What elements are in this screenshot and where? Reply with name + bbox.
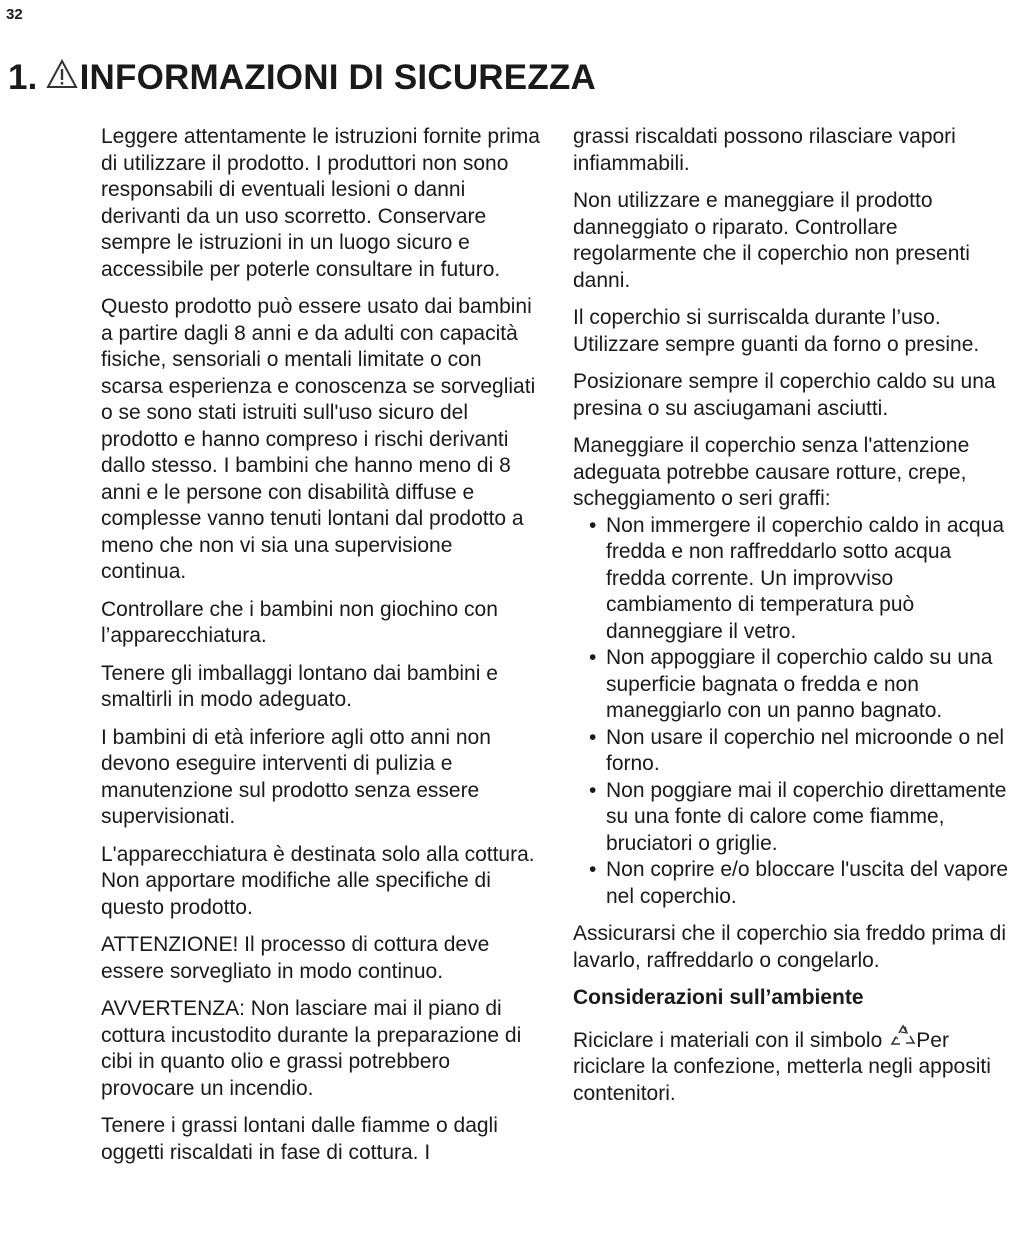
paragraph: Tenere i grassi lontani dalle fiamme o dagli oggetti riscaldati in fase di cottura. I [101, 1114, 498, 1164]
section-number: 1. [8, 58, 38, 97]
left-column [101, 124, 541, 1177]
paragraph: grassi riscaldati possono rilasciare vapori infiammabili. [573, 125, 956, 175]
paragraph: Maneggiare il coperchio senza l'attenzione adeguata potrebbe causare rotture, crepe, scheggiamento o seri graffi: [573, 434, 970, 510]
paragraph: Tenere gli imballaggi lontano dai bambini e smaltirli in modo adeguato. [101, 661, 498, 711]
recycle-paragraph [573, 1023, 1009, 1108]
paragraph: Questo prodotto può essere usato dai bambini a partire dagli 8 anni e da adulti con capacità fisiche, sensoriali o mentali limitate o con scarsa esperienza e conoscenza se sorvegliati o se sono stati istruiti sull'uso sicuro del prodotto e hanno compreso i rischi derivanti dallo stesso. I bambini che hanno meno di 8 anni e le persone con disabilità diffuse e complesse vanno tenuti lontani dal prodotto a meno che non vi sia una supervisione continua. [101, 295, 536, 583]
paragraph: Controllare che i bambini non giochino con l’apparecchiatura. [101, 597, 498, 647]
page-number: 32 [6, 6, 23, 23]
paragraph: I bambini di età inferiore agli otto anni non devono eseguire interventi di pulizia e manutenzione sul prodotto senza essere supervisionati. [101, 725, 491, 828]
recycle-text-after: Per riciclare la confezione, metterla negli appositi contenitori. [573, 1028, 991, 1105]
bullet-list [573, 513, 1009, 911]
recycle-text-before: Riciclare i materiali con il simbolo [573, 1028, 883, 1052]
recycle-icon [888, 1023, 918, 1051]
paragraph: Non utilizzare e maneggiare il prodotto danneggiato o riparato. Controllare regolarmente che il coperchio non presenti danni. [573, 189, 970, 292]
list-item: • Non poggiare mai il coperchio direttamente su una fonte di calore come fiamme, bruciatori o griglie. [573, 778, 1009, 858]
list-item: • Non immergere il coperchio caldo in acqua fredda e non raffreddarlo sotto acqua fredda corrente. Un improvviso cambiamento di temperatura può danneggiare il vetro. [573, 513, 1009, 646]
section-title: INFORMAZIONI DI SICUREZZA [79, 58, 596, 97]
paragraph: ATTENZIONE! Il processo di cottura deve essere sorvegliato in modo continuo. [101, 933, 490, 983]
list-item: • Non coprire e/o bloccare l'uscita del vapore nel coperchio. [573, 857, 1009, 910]
section-heading [8, 58, 596, 98]
paragraph: Leggere attentamente le istruzioni fornite prima di utilizzare il prodotto. I produttori non sono responsabili di eventuali lesioni o danni derivanti da un uso scorretto. Conservare sempre le istruzioni in un luogo sicuro e accessibile per poterle consultare in futuro. [101, 125, 540, 281]
paragraph: Posizionare sempre il coperchio caldo su una presina o su asciugamani asciutti. [573, 370, 996, 420]
paragraph: Assicurarsi che il coperchio sia freddo prima di lavarlo, raffreddarlo o congelarlo. [573, 922, 1007, 972]
paragraph: L'apparecchiatura è destinata solo alla cottura. Non apportare modifiche alle specifiche di questo prodotto. [101, 842, 535, 919]
right-column [573, 124, 1009, 1118]
list-item: • Non appoggiare il coperchio caldo su una superficie bagnata o fredda e non maneggiarlo con un panno bagnato. [573, 645, 1009, 725]
warning-triangle-icon [46, 58, 80, 98]
list-item: • Non usare il coperchio nel microonde o nel forno. [573, 725, 1009, 778]
environment-heading: Considerazioni sull’ambiente [573, 986, 864, 1009]
paragraph: AVVERTENZA: Non lasciare mai il piano di cottura incustodito durante la preparazione di cibi in quanto olio e grassi potrebbero provocare un incendio. [101, 997, 522, 1100]
paragraph: Il coperchio si surriscalda durante l’uso. Utilizzare sempre guanti da forno o presine. [573, 306, 980, 356]
